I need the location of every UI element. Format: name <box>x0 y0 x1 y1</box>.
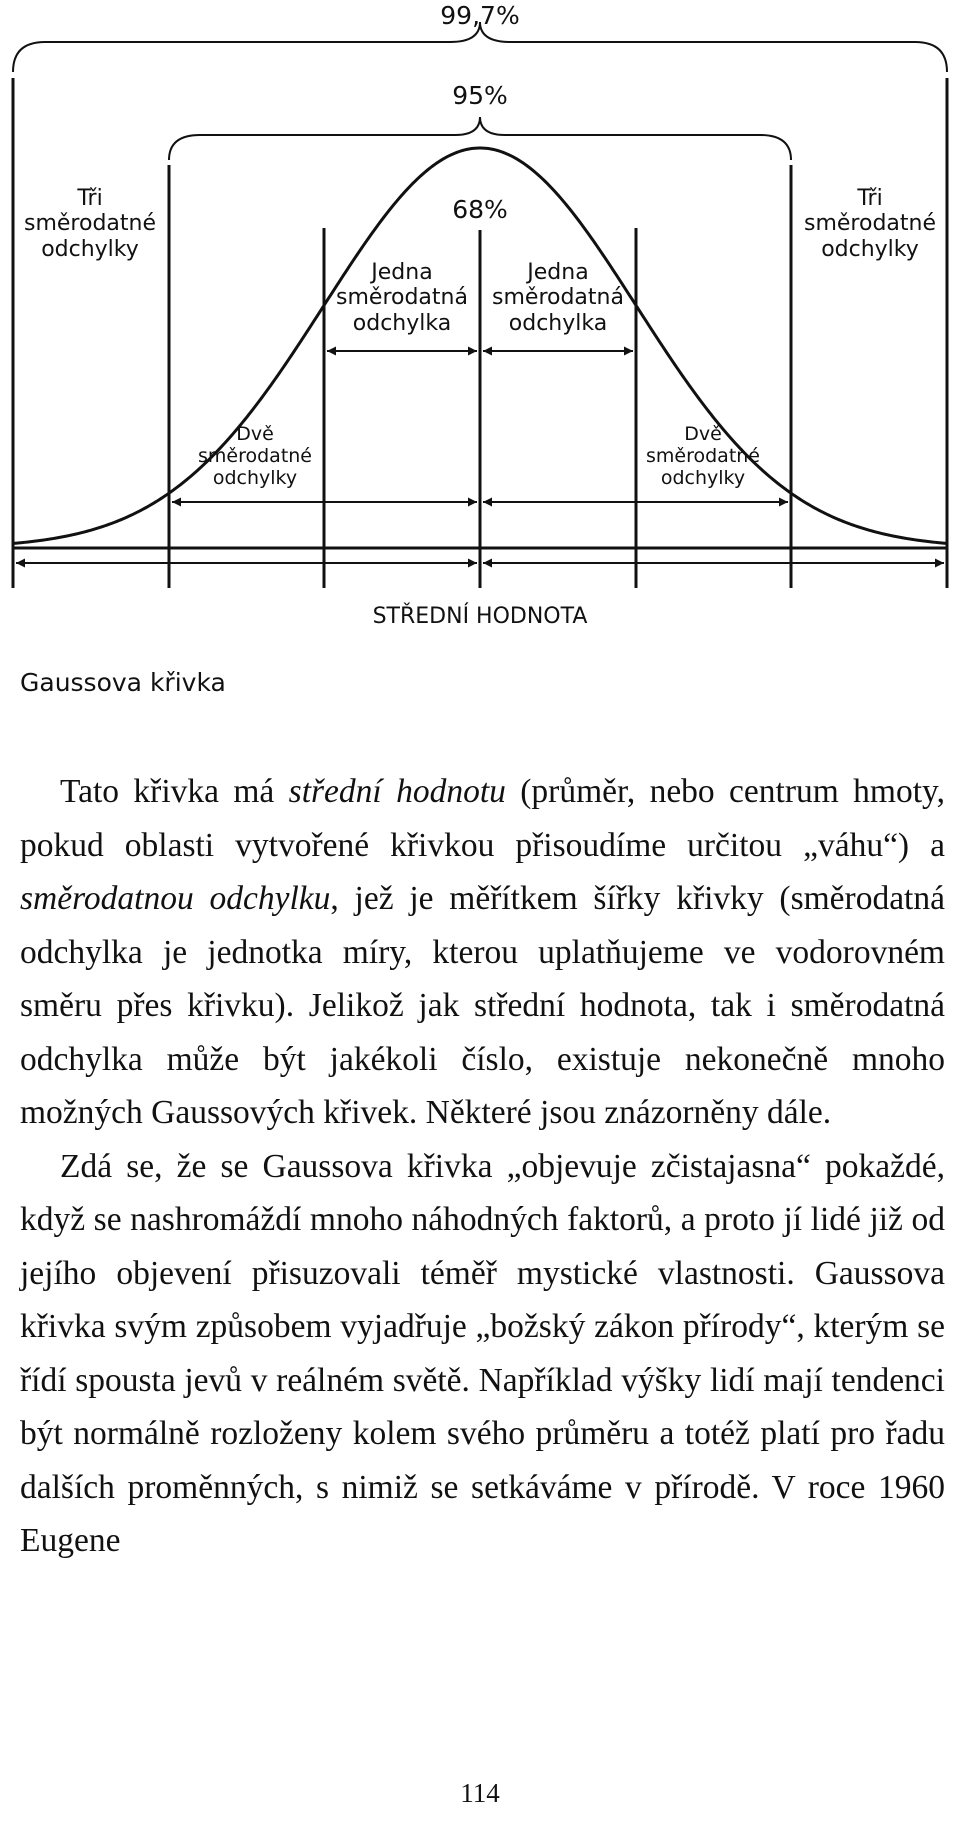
text-run: Tato křivka má <box>60 773 289 810</box>
text-run: (průměr, nebo centrum hmoty, pokud oblasti vytvořené křivkou přisoudíme určitou „váhu“) a <box>20 773 945 864</box>
paragraph-1 <box>20 765 945 1140</box>
label-three-sd-right: Tři směrodatné odchylky <box>804 186 936 262</box>
page-number: 114 <box>460 1778 500 1808</box>
italic-term: střední hodnotu <box>288 773 506 810</box>
label-three-sd-left: Tři směrodatné odchylky <box>24 186 156 262</box>
label-one-sd-left: Jedna směrodatná odchylka <box>336 260 468 336</box>
paragraph-2: Zdá se, že se Gaussova křivka „objevuje zčistajasna“ pokaždé, když se nashromáždí mnoho náhodných faktorů, a proto jí lidé již od jejího objevení přisuzovali téměř mystické vlastnosti. Gaussova křivka svým způsobem vyjadřuje „božský zákon přírody“, kterým se řídí spousta jevů v reálném světě. Například výšky lidí mají tendenci být normálně rozloženy kolem svého průměru a totéž platí pro řadu dalších proměnných, s nimiž se setkáváme v přírodě. V roce 1960 Eugene <box>20 1147 945 1559</box>
label-two-sd-left: Dvě směrodatné odchylky <box>198 423 312 489</box>
label-95-percent: 95% <box>452 81 508 110</box>
gaussian-figure <box>0 0 960 720</box>
figure-caption: Gaussova křivka <box>20 668 226 697</box>
label-two-sd-right: Dvě směrodatné odchylky <box>646 423 760 489</box>
body-text <box>20 765 945 1568</box>
mean-label: STŘEDNÍ HODNOTA <box>372 604 588 629</box>
brace-95 <box>169 117 791 160</box>
italic-term: směrodatnou odchylku <box>20 880 331 917</box>
label-68-percent: 68% <box>452 195 508 224</box>
label-99-7-percent: 99,7% <box>440 1 520 30</box>
label-one-sd-right: Jedna směrodatná odchylka <box>492 260 624 336</box>
text-run: , jež je měřítkem šířky křivky (směrodatná odchylka je jednotka míry, kterou uplatňujeme ve vodorovném směru přes křivku). Jelikož jak střední hodnota, tak i směrodatná odchylka může být jakékoli číslo, existuje nekonečně mnoho možných Gaussových křivek. Některé jsou znázorněny dále. <box>20 880 945 1131</box>
